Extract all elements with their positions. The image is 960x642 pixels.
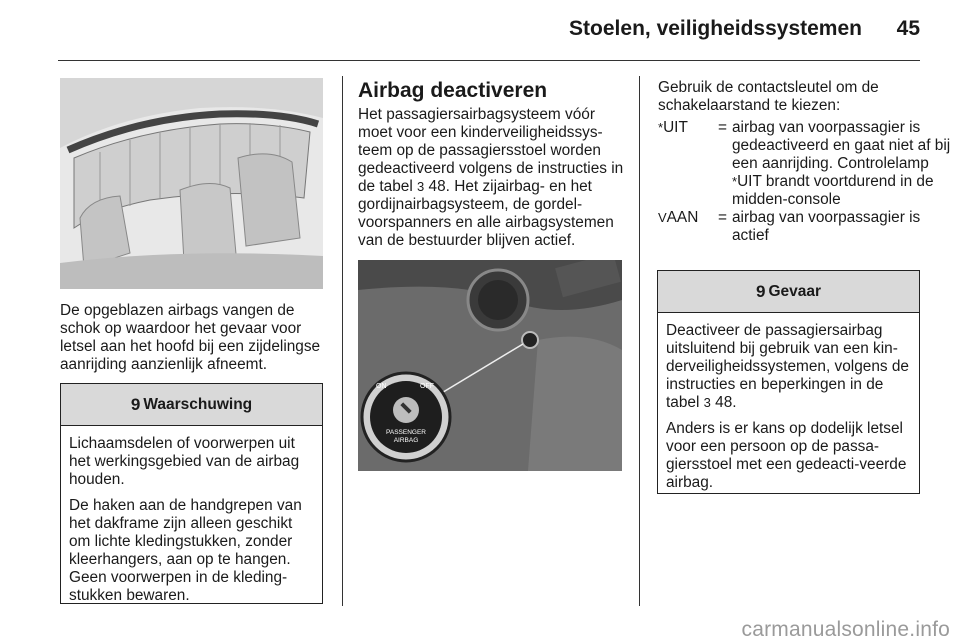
warning-body: [61, 426, 322, 605]
col2-text: [358, 79, 626, 250]
definition-description: airbag van voorpassagier is actief: [732, 209, 921, 244]
switch-airbag-label: AIRBAG: [393, 437, 419, 444]
switch-on-label: ON: [376, 383, 387, 390]
deactivate-text-2: 48. Het zijairbag- en het gordijnairbagsysteem, de gordel-voorspanners en alle airbagsystemen van de bestuurder blijven actief.: [358, 178, 614, 249]
page-ref-arrow-icon: 3: [703, 395, 711, 410]
definition-uit: [658, 119, 954, 209]
col3-intro: [658, 79, 926, 115]
switch-off-label: OFF: [420, 383, 434, 390]
definition-equals: =: [718, 119, 727, 136]
side-airbag-paragraph: De opgeblazen airbags vangen de schok op waardoor het gevaar voor letsel aan het hoofd bij een zijdelingse aanrijding aanzienlijk afneemt.: [60, 302, 321, 373]
section-heading: Airbag deactiveren: [358, 79, 548, 102]
danger-icon: 9: [755, 281, 766, 301]
warning-paragraph-1: Lichaamsdelen of voorwerpen uit het werkingsgebied van de airbag houden.: [69, 435, 300, 488]
page-title: Stoelen, veiligheidssystemen: [569, 17, 862, 40]
airbag-switch-photo: [358, 260, 622, 471]
airbag-on-icon: V: [658, 210, 667, 225]
definition-aan: [658, 209, 954, 245]
curtain-airbag-illustration: [60, 78, 323, 289]
definition-description: airbag van voorpassagier is gedeactiveerd en gaat niet af bij een aanrijding. Controlelamp *UIT brandt voortdurend in de midden-console: [732, 119, 951, 208]
deactivate-paragraph: [358, 106, 626, 250]
page-number: 45: [896, 17, 920, 40]
warning-title: Waarschuwing: [143, 395, 253, 413]
watermark: carmanualsonline.info: [741, 618, 950, 641]
column-divider-1: [342, 76, 343, 606]
page-ref-arrow-icon: 3: [417, 179, 425, 194]
deactivate-text-1: Het passagiersairbagsysteem vóór moet voor een kinderveiligheidssys-teem op de passagiersstoel worden gedeactiveerd volgens de instructies in de tabel: [358, 106, 624, 195]
header-rule: [58, 60, 920, 61]
switch-passenger-label: PASSENGER: [386, 429, 426, 436]
page-header: [0, 0, 960, 62]
col1-text: [60, 302, 328, 374]
definition-equals: =: [718, 209, 727, 226]
airbag-off-lamp-icon: *: [732, 174, 738, 189]
danger-paragraph-2: Anders is er kans op dodelijk letsel voor een persoon op de passa-giersstoel met een gedeacti-veerde airbag.: [666, 420, 907, 491]
column-divider-2: [639, 76, 640, 606]
warning-box: [60, 383, 323, 604]
danger-box: [657, 270, 920, 494]
warning-icon: 9: [130, 394, 141, 414]
definition-term: VAAN: [658, 209, 699, 226]
airbag-off-icon: *: [658, 120, 664, 135]
danger-paragraph-1: Deactiveer de passagiersairbag uitsluitend bij gebruik van een kin-derveiligheidssystemen, volgens de instructies en beperkingen in de tabel 3 48.: [666, 322, 909, 411]
warning-header: [61, 384, 322, 426]
warning-paragraph-2: De haken aan de handgrepen van het dakframe zijn alleen geschikt om lichte kledingstukken, zonder kleerhangers, aan op te hangen. Geen voorwerpen in de kleding-stukken bewaren.: [69, 497, 302, 604]
danger-body: [658, 313, 919, 492]
definition-term: *UIT: [658, 119, 688, 136]
danger-header: [658, 271, 919, 313]
switch-positions-list: [658, 119, 954, 245]
danger-title: Gevaar: [768, 282, 822, 300]
key-intro-paragraph: Gebruik de contactsleutel om de schakelaarstand te kiezen:: [658, 79, 879, 114]
